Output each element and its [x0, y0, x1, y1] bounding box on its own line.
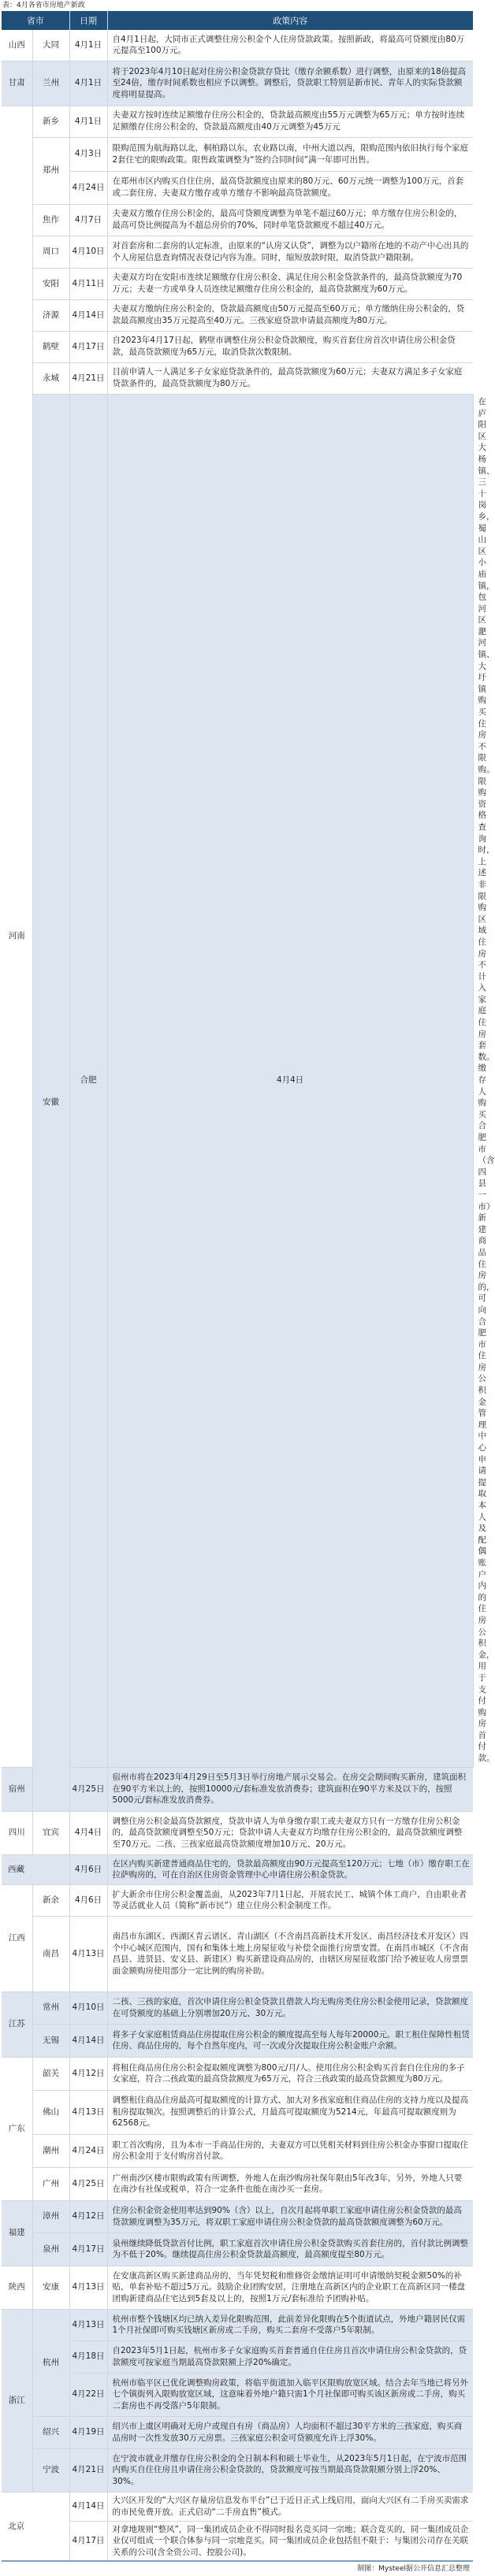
date-cell: 4月19日 [69, 2416, 107, 2448]
date-cell: 4月14日 [69, 2024, 107, 2057]
province-cell: 北京 [2, 2492, 69, 2561]
province-cell: 陕西 [2, 2266, 32, 2309]
date-cell: 4月13日 [69, 1916, 107, 1991]
city-cell: 安阳 [32, 268, 69, 299]
table-row [2, 2492, 473, 2521]
province-cell: 福建 [2, 2200, 32, 2266]
content-cell: 住房公积金资金使用率达到90%（含）以上，自次月起将单职工家庭申请住房公积金贷款的最高贷款额度调整为35万元，将双职工家庭申请住房公积金贷款的最高贷款额度调整为60万元。 [107, 2200, 473, 2233]
city-cell: 周口 [32, 236, 69, 268]
date-cell: 4月14日 [69, 2492, 107, 2521]
content-cell: 将多子女家庭租赁商品住房提取住房公积金的额度提高至每人每年20000元。职工租住保障性租赁住房、商品住房的，每个自然年度内，可一次或分次提取住房公积金账户余额。 [107, 2024, 473, 2057]
table-row [2, 61, 473, 106]
city-cell: 常州 [32, 1991, 69, 2024]
date-cell: 4月22日 [69, 2373, 107, 2416]
date-cell: 4月4日 [107, 394, 473, 1767]
table-row [2, 1991, 473, 2024]
table-row [2, 2309, 473, 2340]
table-row [2, 171, 473, 204]
table-row [2, 299, 473, 331]
city-cell: 宿州 [2, 1767, 32, 1811]
content-cell: 绍兴市上虞区明确对无房户或现自有房（商品房）人均面积不超过30平方米的三孩家庭，购买商品房时一次性发放30万元房票。三孩家庭公积金可贷额度允许上浮30%。 [107, 2416, 473, 2448]
city-cell: 兰州 [32, 61, 69, 106]
content-cell: 夫妻双方按时连续足额缴存住房公积金的，贷款最高额度由55万元调整为65万元；单方按时连续足额缴存住房公积金的，贷款最高额度由40万元调整为45万元 [107, 106, 473, 137]
city-cell: 安康 [32, 2266, 69, 2309]
date-cell: 4月1日 [69, 61, 107, 106]
province-cell: 山西 [2, 30, 32, 61]
table-row [2, 30, 473, 61]
table-row [2, 106, 473, 137]
city-cell: 焦作 [32, 204, 69, 236]
table-row [2, 236, 473, 268]
date-cell: 4月17日 [69, 331, 107, 362]
city-cell: 鹤壁 [32, 331, 69, 362]
date-cell: 4月21日 [69, 362, 107, 394]
content-cell: 自2023年4月17日起，鹤壁市调整住房公积金贷款额度，购买首套住房首次申请住房公积金贷款，最高贷款额度为65万元，取消贷款次数限制。 [107, 331, 473, 362]
content-cell: 自2023年5月1日起，杭州市多子女家庭购买首套普通自住住房且首次申请住房公积金贷款的，贷款额度可按家庭当期最高贷款限额上浮20%确定。 [107, 2340, 473, 2373]
content-cell: 限购范围为航海路以北，桐柏路以东，农业路以南，中州大道以西，限购范围内依旧执行每个家庭2套住宅的限购政策。限售政策调整为“签约合同时间”满一年即可出售。 [107, 137, 473, 171]
date-cell: 4月25日 [69, 2167, 107, 2200]
content-cell: 扩大新余市住房公积金覆盖面，从2023年7月1日起，开展农民工、城镇个体工商户、自由职业者等灵活就业人员（简称“新市民”）建立住房公积金制度工作。 [107, 1884, 473, 1916]
city-cell: 郑州 [32, 137, 69, 204]
header-province-city: 省市 [2, 11, 69, 30]
province-cell: 浙江 [2, 2309, 32, 2492]
content-cell: 在区内购买新建普通商品住宅的，贷款最高额度由90万元提高至120万元；七地（市）缴存职工在拉萨购房的，可在自治区住房资金管理中心申请住房公积金贷款。 [107, 1854, 473, 1884]
table-row [2, 1884, 473, 1916]
table-row [2, 2521, 473, 2561]
date-cell: 4月17日 [69, 2233, 107, 2266]
table-row [2, 2266, 473, 2309]
content-cell: 调整租住商品住房最高可提取额度的计算方式、加大对多孩家庭租住商品住房的支持力度以及提高租房提取频次。按照调整后的计算公式，月最高可提取额度为5214元，年最高可提取额度则为62568元。 [107, 2090, 473, 2134]
content-cell: 夫妻双方均在安阳市连续足额缴存住房公积金、满足住房公积金贷款条件的，最高贷款额度为70万元；夫妻一方或单身人员连续足额缴存住房公积金的，最高贷款额度为60万元。 [107, 268, 473, 299]
content-cell: 职工首次购房，且为本市一手商品住房的，夫妻双方可以凭相关材料到住房公积金办事窗口提取住房公积金用于支付购房首付款。 [107, 2134, 473, 2167]
content-cell: 夫妻双方缴存住房公积金的，最高可贷额度调整为单笔不超过60万元；单方缴存住房公积金的，最高可贷比例提高为不超总房价的70%，同时单笔贷款额度不超过40万元。 [107, 204, 473, 236]
content-cell: 将于2023年4月10日起对住房公积金贷款存贷比（缴存余额系数）进行调整，由原来的18倍提高至24倍，缴存时间系数也相应予以调整。调整后，贷款职工特别是新市民、青年人的实际贷款额度将明显提高。 [107, 61, 473, 106]
date-cell: 4月11日 [69, 268, 107, 299]
city-cell: 佛山 [32, 2090, 69, 2134]
city-cell: 大同 [32, 30, 69, 61]
city-cell: 泉州 [32, 2233, 69, 2266]
date-cell: 4月4日 [69, 1811, 107, 1854]
table-row [2, 2233, 473, 2266]
policy-table [2, 11, 495, 2562]
table-row [2, 1767, 473, 1811]
date-cell: 4月1日 [69, 106, 107, 137]
content-cell: 泉州继续降低贷款首付比例，职工家庭首次申请住房公积金贷款购买首套住房的，首付款比例调整为不低于20%。继续提高住房公积金贷款最高额度，最高额度提至80万元。 [107, 2233, 473, 2266]
source-note: 制图：Mysteel据公开信息汇总整理 [357, 2565, 470, 2574]
date-cell: 4月7日 [69, 204, 107, 236]
header-date: 日期 [69, 11, 107, 30]
date-cell: 4月14日 [69, 299, 107, 331]
city-cell: 杭州 [32, 2309, 69, 2416]
table-row [2, 2090, 473, 2134]
city-cell: 绍兴 [32, 2416, 69, 2448]
table-row [2, 2024, 473, 2057]
date-cell: 4月24日 [69, 171, 107, 204]
province-cell: 西藏 [2, 1854, 69, 1884]
date-cell: 4月12日 [69, 2200, 107, 2233]
header-content: 政策内容 [107, 11, 473, 30]
date-cell: 4月6日 [69, 1854, 107, 1884]
content-cell: 调整住房公积金最高贷款额度，贷款申请人为单身缴存职工或夫妻双方只有一方缴存住房公积金的，最高贷款额度调整至50万元；贷款申请人夫妻双方均缴存住房公积金的，最高贷款额度调整至70万元。二孩、三孩家庭最高贷款额度增加10万元、20万元。 [107, 1811, 473, 1854]
table-row [2, 2373, 473, 2416]
table-row [2, 1916, 473, 1991]
date-cell: 4月25日 [69, 1767, 107, 1811]
table-row [2, 268, 473, 299]
date-cell: 4月1日 [69, 30, 107, 61]
content-cell: 杭州市整个钱塘区均已纳入差异化限购范围，此前差异化限购在5个街道试点，外地户籍居民仅需1个月社保即可购买钱塘区新房或二手房，购买二套房不受落户5年限制。 [107, 2309, 473, 2340]
content-cell: 南昌市东湖区、西湖区青云谱区、青山湖区（不含南昌高新技术开发区、南昌经济技术开发区）四个中心城区范围内，国有和集体土地上房屋征收与补偿全面推行房票安置。在南昌市城区（不含南昌县、进贤县、安义县、新建区）购买新建设商品房的，由辖区房屋征收部门给予被征收人房票票面金额购房使用部分一定比例的购房补助。 [107, 1916, 473, 1991]
province-cell: 江西 [2, 1884, 32, 1991]
table-row [2, 2134, 473, 2167]
city-cell: 南昌 [32, 1916, 69, 1991]
date-cell: 4月13日 [69, 2266, 107, 2309]
table-row [2, 2448, 473, 2492]
table-header [2, 11, 473, 30]
content-cell: 广州南沙区楼市限购政策有所调整，外地人在南沙购房社保年限由5年改3年，另外，外地人只要在南沙有社保或税单，符合一定条件也能在南沙买一套房。 [107, 2167, 473, 2200]
table-title: 表：4月各省市房地产新政 [2, 2, 85, 9]
content-cell: 在安康高新区购买新建商品房的，当年凭契税和维修资金缴纳证明可申请缴纳契税金额50%的补贴，单套补贴不超过5万元。鼓励企业团购安居，注册地在高新区内的企业职工在高新区同一楼盘团购新建商品住宅达到5套及以上的，按照1万元/套标准给予团购补贴。 [107, 2266, 473, 2309]
table-row [2, 362, 473, 394]
date-cell: 4月10日 [69, 236, 107, 268]
table-row [2, 1811, 473, 1854]
date-cell: 4月10日 [69, 1991, 107, 2024]
city-cell: 济源 [32, 299, 69, 331]
city-cell: 永城 [32, 362, 69, 394]
date-cell: 4月21日 [69, 2448, 107, 2492]
province-cell: 甘肃 [2, 61, 32, 106]
city-cell: 无锡 [32, 2024, 69, 2057]
table-row [2, 137, 473, 171]
table-row [2, 2340, 473, 2373]
city-cell: 潮州 [32, 2134, 69, 2167]
city-cell: 新余 [32, 1884, 69, 1916]
date-cell: 4月24日 [69, 2134, 107, 2167]
content-cell: 自4月1日起，大同市正式调整住房公积金个人住房贷款政策。按照新政，将最高可贷额度由80万元提高至100万元。 [107, 30, 473, 61]
province-cell: 河南 [2, 106, 32, 1767]
table-row [2, 2167, 473, 2200]
content-cell: 对拿地规则“整风”，同一集团成员企业不得同时报名竞买同一宗地；联合竞买的，同一集团成员企业仅可组成一个联合体参与同一宗地竞买。同一集团成员企业包括但不限于：与集团公司存在关联关系的公司(含全资公司、控股公司)。 [107, 2521, 473, 2561]
city-cell: 漳州 [32, 2200, 69, 2233]
table-row: 安徽 合肥 4月4日 在庐阳区大杨镇、三十岗乡，蜀山区小庙镇，包河区淝河镇、大圩镇购买住房不限购。限购资格查询时，上述非限购区域住房不计入家庭住房套数。缴存人购买合肥市（含四县一市）新建商品住房的，可向合肥市住房公积金管理中心申请提取本人及配偶账户内的住房公积金，用于支付购房首付款。 [2, 394, 473, 1767]
city-cell: 广州 [32, 2167, 69, 2200]
date-cell: 4月12日 [69, 2057, 107, 2090]
date-cell: 4月3日 [69, 137, 107, 171]
table-row [2, 2416, 473, 2448]
content-cell: 对首套房和二套房的认定标准，由原来的“认房又认贷”，调整为以户籍所在地的不动产中心出具的个人房屋信息查询情况表登记内容为准。同时，缩短放款时限，取消贷款户籍限制。 [107, 236, 473, 268]
city-cell: 宜宾 [32, 1811, 69, 1854]
city-cell: 合肥 [69, 394, 107, 1767]
province-cell: 四川 [2, 1811, 32, 1854]
content-cell: 目前申请人一人满足多子女家庭贷款条件的，最高贷款额度为60万元；夫妻双方满足多子女家庭贷款条件的，最高贷款额度为80万元。 [107, 362, 473, 394]
province-cell: 安徽 [32, 394, 69, 1811]
content-cell: 将租住商品房住房公积金提取额度调整为800元/月/人。使用住房公积金购买首套自住住房的多子女家庭，符合二孩政策的最高贷款额度为65万元，符合三孩政策的最高贷款额度为80万元。 [107, 2057, 473, 2090]
table-row [2, 2057, 473, 2090]
content-cell: 二孩、三孩的家庭，首次申请住房公积金贷款且借款人均无购房类住房公积金使用记录，贷款额度在可贷额度的基础上分别增加20万元、30万元。 [107, 1991, 473, 2024]
date-cell: 4月13日 [69, 2309, 107, 2340]
content-cell: 在宁波市就业并缴存住房公积金的全日制本科和硕士毕业生，从2023年5月1日起，在宁波市范围内购买自住住房且申请住房公积金贷款的，贷款额度可按当期最高贷款限额分别上浮20%、30%。 [107, 2448, 473, 2492]
city-cell: 新乡 [32, 106, 69, 137]
content-cell: 宿州市将在2023年4月29日至5月3日举行房地产展示交易会。在房交会期间购买新房，建筑面积在90平方米以上的，按照10000元/套标准发放消费券；建筑面积在90平方米及以下的，按照5000元/套标准发放消费券。 [107, 1767, 473, 1811]
city-cell: 韶关 [32, 2057, 69, 2090]
city-cell: 宁波 [32, 2448, 69, 2492]
content-cell: 在郑州市区内购买自住住房，最高贷款额度由原来的80万元、60万元统一调整为100万元，首套或二套住房、夫妻双方缴存或单方缴存不影响最高贷款额度。 [107, 171, 473, 204]
province-cell: 广东 [2, 2057, 32, 2200]
province-cell: 江苏 [2, 1991, 32, 2057]
table-row [2, 204, 473, 236]
date-cell: 4月6日 [69, 1884, 107, 1916]
content-cell: 大兴区开发的“大兴区存量房信息发布平台”已于近日正式上线启用，面向大兴区有二手房买卖需求的市民免费开放。正式启动“二手房直售”模式。 [107, 2492, 473, 2521]
content-cell: 杭州市临平区已优化调整购房政策，将临平街道加入临平区限购放宽区域。结合去年当地已将另外七个镇街列入限购放宽区域，这意味着外地户籍只需1个月社保即可购买该区新房或二手房，购买二套房也不再受落户5年限制。 [107, 2373, 473, 2416]
table-row [2, 331, 473, 362]
date-cell: 4月17日 [69, 2521, 107, 2561]
date-cell: 4月13日 [69, 2090, 107, 2134]
date-cell: 4月18日 [69, 2340, 107, 2373]
table-row [2, 2200, 473, 2233]
content-cell: 夫妻双方缴纳住房公积金的，贷款最高额度由50万元提高至60万元；单方缴纳住房公积金的，贷款最高额度由35万元提高至40万元。三孩家庭贷款申请最高额度为80万元。 [107, 299, 473, 331]
table-row [2, 1854, 473, 1884]
